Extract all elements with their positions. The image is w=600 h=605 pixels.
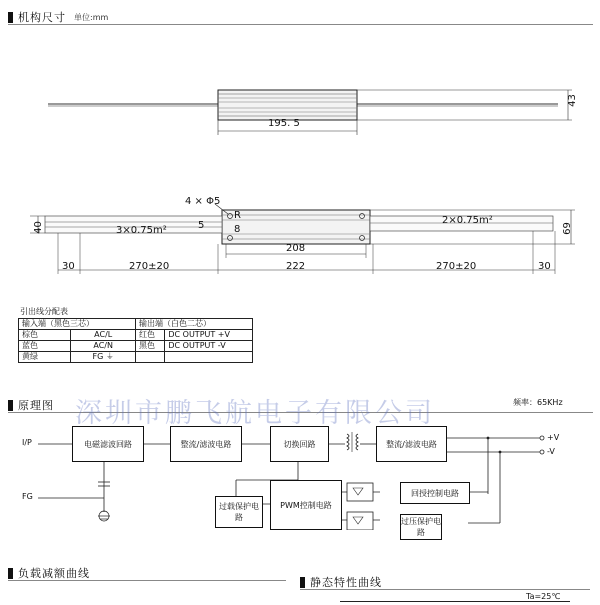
hole-label: 4 × Φ5 xyxy=(185,196,221,207)
section-title-principle: 原理图 xyxy=(18,399,54,412)
unit-label: 单位:mm xyxy=(74,12,109,22)
in-color: 黄绿 xyxy=(19,352,71,363)
in-color: 蓝色 xyxy=(19,341,71,352)
ip-label: I/P xyxy=(22,438,32,447)
pin-table-caption: 引出线分配表 xyxy=(20,307,68,316)
dim-8: 8 xyxy=(234,224,241,235)
out-color xyxy=(136,352,165,363)
vplus-label: +V xyxy=(547,433,560,442)
section-title-static: 静态特性曲线 xyxy=(310,576,382,589)
section-header-mechanical xyxy=(8,10,593,25)
out-signal: DC OUTPUT +V xyxy=(165,330,253,341)
input-wire-spec: 3×0.75m² xyxy=(116,225,167,236)
out-color: 黑色 xyxy=(136,341,165,352)
header-output: 输出端（白色二芯） xyxy=(136,319,253,330)
dim-30-left: 30 xyxy=(62,261,75,272)
company-watermark: 深圳市鹏飞航电子有限公司 xyxy=(75,398,435,429)
dim-208: 208 xyxy=(286,243,306,254)
section-header-static xyxy=(300,575,590,590)
dim-270-left: 270±20 xyxy=(129,261,170,272)
dim-30-right: 30 xyxy=(538,261,551,272)
dim-length: 195. 5 xyxy=(268,118,300,129)
emi-filter-block: 电磁滤波回路 xyxy=(72,426,144,462)
section-header-derating xyxy=(8,566,286,581)
out-signal: DC OUTPUT -V xyxy=(165,341,253,352)
out-signal xyxy=(165,352,253,363)
output-wire-spec: 2×0.75m² xyxy=(442,215,493,226)
dim-270-right: 270±20 xyxy=(436,261,477,272)
dim-height: 43 xyxy=(566,94,578,107)
ta-label: Ta=25℃ xyxy=(526,592,561,601)
overvoltage-protection-block: 过压保护电路 xyxy=(400,514,442,540)
out-color: 红色 xyxy=(136,330,165,341)
section-marker xyxy=(8,568,13,579)
r-label: R xyxy=(234,210,241,221)
in-signal: AC/N xyxy=(71,341,136,352)
pwm-control-block: PWM控制电路 xyxy=(270,480,342,530)
dim-69: 69 xyxy=(561,222,573,235)
section-marker xyxy=(300,577,305,588)
static-curve-frame-top xyxy=(340,601,570,605)
header-input: 输入端（黑色三芯） xyxy=(19,319,136,330)
in-color: 棕色 xyxy=(19,330,71,341)
pin-table xyxy=(18,318,253,363)
pin-table-header-row xyxy=(19,319,253,330)
vminus-label: -V xyxy=(547,447,555,456)
dim-222: 222 xyxy=(286,261,306,272)
section-marker xyxy=(8,12,13,23)
table-row xyxy=(19,330,253,341)
table-row xyxy=(19,341,253,352)
rectifier-filter-block-2: 整流/滤波电路 xyxy=(376,426,447,462)
dim-5: 5 xyxy=(198,220,205,231)
section-marker xyxy=(8,400,13,411)
side-view-drawing xyxy=(0,60,600,150)
dim-40: 40 xyxy=(32,221,44,234)
section-title-mechanical: 机构尺寸 xyxy=(18,11,66,24)
overload-protection-block: 过载保护电路 xyxy=(215,496,263,528)
fg-label: FG xyxy=(22,492,33,501)
in-signal: FG ⏚ xyxy=(71,352,136,363)
in-signal: AC/L xyxy=(71,330,136,341)
rectifier-filter-block-1: 整流/滤波电路 xyxy=(170,426,242,462)
frequency-label: 频率：65KHz xyxy=(513,398,563,407)
table-row xyxy=(19,352,253,363)
section-title-derating: 负载减额曲线 xyxy=(18,567,90,580)
switching-block: 切换回路 xyxy=(270,426,329,462)
feedback-control-block: 回授控制电路 xyxy=(400,482,470,504)
